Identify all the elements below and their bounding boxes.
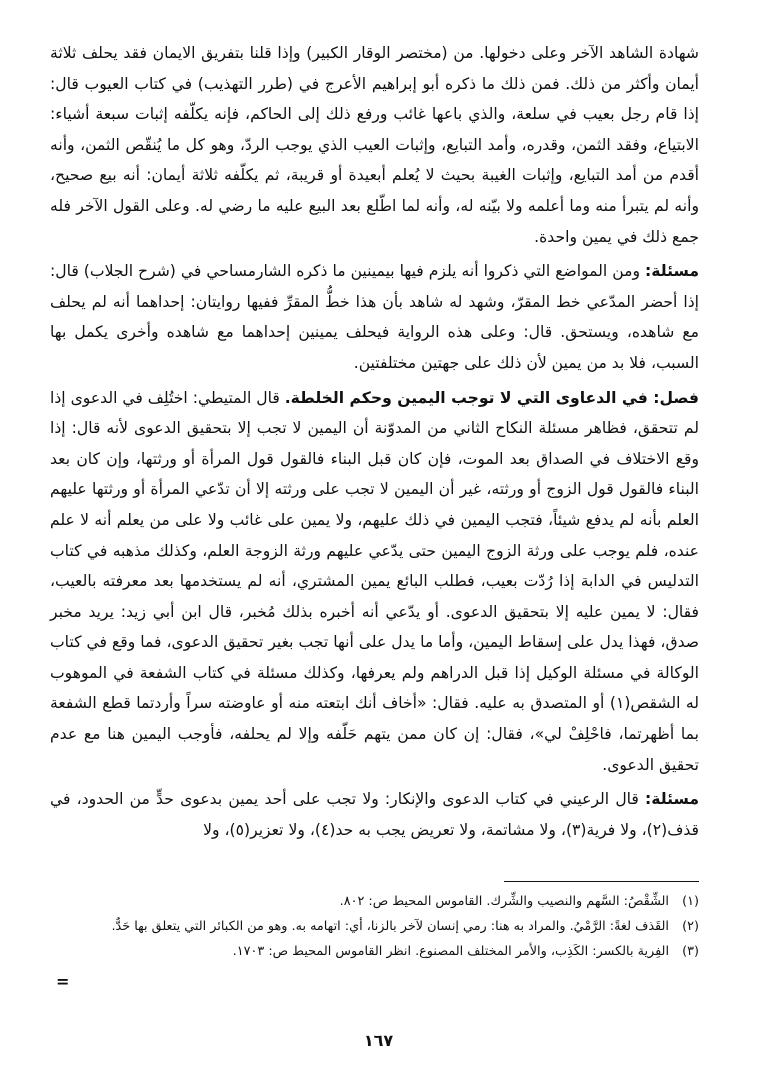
footnote-1-text: الشِّقْصُ: السَّهم والنصيب والشِّرك. القاموس المحيط ص: ٨٠٢. (339, 894, 669, 909)
footnote-divider (504, 881, 699, 882)
page-number: ١٦٧ (363, 1031, 394, 1050)
footnote-3 (50, 940, 699, 963)
footnote-1 (50, 890, 699, 913)
footnotes (50, 890, 699, 965)
paragraph-3-text: قال المتيطي: اختُلِف في الدعوى إذا لم تتحقق، فظاهر مسئلة النكاح الثاني من المدوّنة أن اليمين لا تجب إلا بتحقيق الدعوى لأنه قال: إذا وقع الاختلاف في الصداق بعد الموت، فإن كان قبل البناء فالقول قول المرأة أو ورثتها، وإن كان بعد البناء فالقول قول الزوج أو ورثته، غير أن اليمين لا تجب على ورثته إلا أن تدّعي المرأة أو ورثتها عليهم العلم بأنه لم يدفع شيئاً، فتجب اليمين في ذلك عليهم، ولا يمين على غائب ولا على من يعلم أنه لا علم عنده، فلم يوجب على ورثة الزوج اليمين حتى يدّعي عليهم ورثة الزوجة العلم، وكذلك مذهبه في كتاب التدليس في الدابة إذا رُدّت بعيب، فطلب البائع يمين المشتري، أنه لم يستخدمها بعد معرفته بالعيب، فقال: لا يمين عليه إلا بتحقيق الدعوى. أو يدّعي أنه أخبره بذلك مُخبر، قال ابن أبي زيد: يريد مخبر صدق، فهذا يدل على إسقاط اليمين، وأما ما يدل على أنها تجب بغير تحقيق الدعوى، فما وقع في كتاب الوكالة في مسئلة الوكيل إذا قبل الدراهم ولم يعرفها، وكذلك مسئلة في كتاب الشفعة في الموهوب له الشقص(١) أو المتصدق به عليه. فقال: «أخاف أنك ابتعته منه أو عاوضته سراً وأردتما قطع الشفعة بما أظهرتما، فاحْلِفْ لي»، فقال: إن كان ممن يتهم حَلّفه وإلا لم يحلفه، فأوجب اليمين هنا مع عدم تحقيق الدعوى. (50, 388, 700, 774)
paragraph-2-text: ومن المواضع التي ذكروا أنه يلزم فيها بيمينين ما ذكره الشارمساحي في (شرح الجلاب) قال: إذا أحضر المدّعي خط المقرّ، وشهد له شاهد بأن هذا خطُّ المقرِّ ففيها روايتان: إحداهما أنه لم يحلف مع شاهده، ويستحق. قال: وعلى هذه الرواية فيحلف يمينين إحداهما مع شاهده وأخرى يكمل بها السبب، فلا بد من يمين لأن ذلك على جهتين مختلفتين. (50, 262, 699, 372)
footnote-3-number: (٣) (682, 944, 699, 959)
paragraph-1 (50, 38, 699, 252)
section-heading: فصل: في الدعاوى التي لا توجب اليمين وحكم الخلطة. (284, 388, 699, 407)
footnote-2-number: (٢) (682, 919, 699, 934)
footnote-3-text: الفِرية بالكسر: الكَذِب، والأمر المختلف المصنوع. انظر القاموس المحيط ص: ١٧٠٣. (232, 944, 669, 959)
footnote-2 (50, 915, 699, 938)
footnote-1-number: (١) (682, 894, 699, 909)
paragraph-3 (50, 383, 699, 781)
continuation-mark: = (56, 972, 70, 991)
paragraph-2 (50, 256, 699, 378)
paragraph-4-lead: مسئلة: (645, 790, 699, 809)
paragraph-4-text: قال الرعيني في كتاب الدعوى والإنكار: ولا تجب على أحد يمين بدعوى حدٍّ من الحدود، في قذف(٢)، ولا فرية(٣)، ولا مشاتمة، ولا تعريض يجب به حد(٤)، ولا تعزير(٥)، ولا (50, 790, 699, 839)
paragraph-1-text: شهادة الشاهد الآخر وعلى دخولها. من (مختصر الوقار الكبير) وإذا قلنا بتفريق الايمان فقد يحلف ثلاثة أيمان وأكثر من ذلك. فمن ذلك ما ذكره أبو إبراهيم الأعرج في (طرر التهذيب) في كتاب العيوب قال: إذا قام رجل بعيب في سلعة، والذي باعها غائب ورفع ذلك إلى الحاكم، فإنه يكلّفه إثبات سبعة أشياء: الابتياع، وفقد الثمن، وقدره، وأمد التبايع، وإثبات العيب الذي يوجب الردّ، وهو كل ما يُنقّص الثمن، وأنه أقدم من أمد التبايع، وإثبات الغيبة بحيث لا يُعلم أبعيدة أو قريبة، ثم يكلّفه ثلاثة أيمان: أنه بيع صحيح، وأنه لم يتبرأ منه وما أعلمه ولا بيّنه له، وأنه لما اطّلع بعد البيع عليه ما رضي له. وعلى القول الآخر فله جمع ذلك في يمين واحدة. (50, 44, 699, 246)
paragraph-4 (50, 784, 699, 845)
footnote-2-text: القَذف لغةً: الرَّمْيُ. والمراد به هنا: رمي إنسان لآخر بالزنا، أي: اتهامه به. وهو من الكبائر التي يتعلق بها حَدٌّ. (111, 919, 669, 934)
paragraph-2-lead: مسئلة: (645, 262, 699, 281)
